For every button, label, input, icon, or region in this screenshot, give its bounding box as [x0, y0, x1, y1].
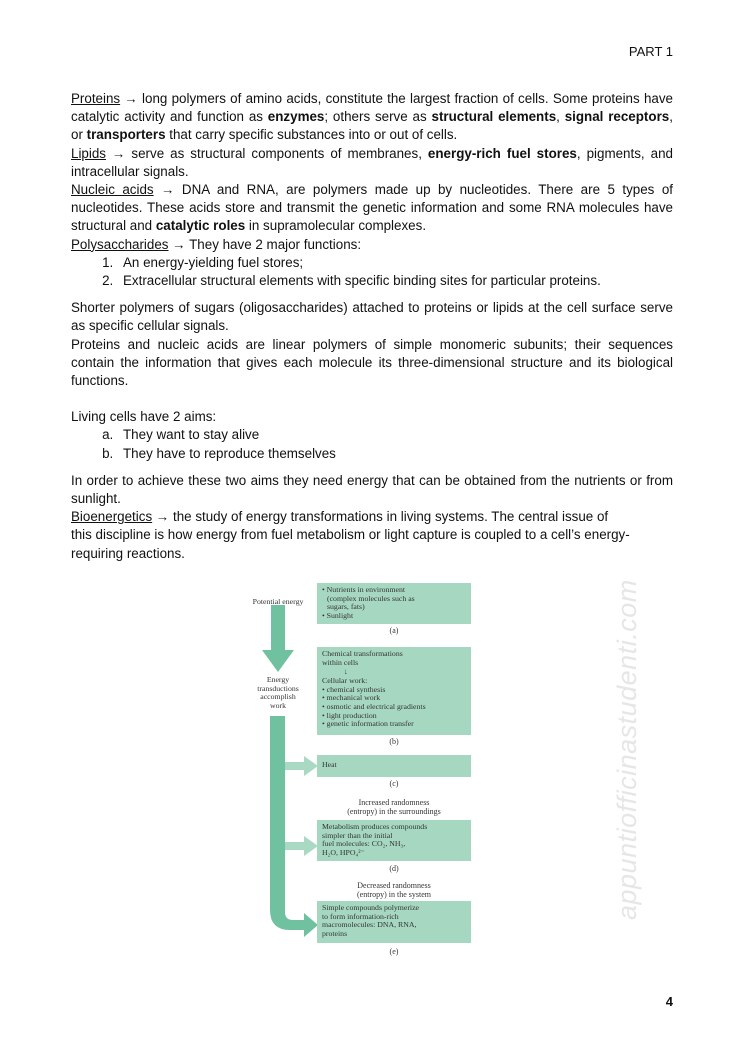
energy-flow-figure — [236, 580, 482, 960]
lipids-paragraph — [71, 145, 673, 181]
box-line: Chemical transformations — [322, 649, 403, 658]
box-line: (complex molecules such as — [327, 593, 415, 603]
potential-energy-label: Potential energy — [252, 597, 304, 606]
polysaccharides-paragraph — [71, 236, 673, 254]
text: that carry specific substances into or out of cells. — [165, 127, 458, 143]
box-line: • light production — [322, 710, 377, 720]
down-arrow-icon: ↓ — [344, 667, 348, 677]
caption-b: (b) — [389, 737, 399, 746]
label-line: accomplish — [260, 692, 296, 702]
box-a-nutrients — [317, 583, 471, 624]
bold-term: energy-rich fuel stores — [427, 145, 577, 161]
box-line: to form information-rich — [322, 911, 399, 921]
term-nucleic-acids: Nucleic acids — [71, 182, 154, 198]
bold-term: catalytic roles — [155, 218, 246, 234]
label-line: (entropy) in the system — [357, 889, 431, 899]
nucleic-acids-paragraph — [71, 181, 673, 236]
box-line: Heat — [322, 760, 337, 769]
box-c-heat — [317, 755, 471, 777]
arrow-icon: → — [155, 509, 170, 525]
arrow-to-metabolism — [285, 836, 318, 856]
down-arrow-shaft — [271, 605, 285, 653]
caption-d: (d) — [389, 864, 399, 873]
list-item: 2. Extracellular structural elements with specific binding sites for particular proteins. — [117, 272, 673, 290]
label-line: Decreased randomness — [357, 881, 431, 890]
box-line: • mechanical work — [322, 693, 381, 703]
term-lipids: Lipids — [71, 145, 106, 161]
aims-list — [71, 426, 673, 462]
text: long polymers of amino acids, constitute the largest fraction of cells. Some proteins have catalytic activity and function as — [71, 91, 673, 125]
bold-term: structural elements — [431, 109, 557, 125]
box-line: • Sunlight — [322, 610, 354, 620]
trunk-arrow-to-e — [270, 716, 318, 937]
aims-intro: Living cells have 2 aims: — [71, 409, 217, 425]
term-proteins: Proteins — [71, 91, 121, 106]
arrow-to-heat — [285, 756, 318, 776]
increased-randomness-label — [317, 799, 471, 816]
body-text — [71, 90, 673, 563]
label-line: Energy — [266, 675, 290, 684]
label-line: transductions — [257, 683, 299, 693]
watermark: appuntiofficinastudenti.com — [612, 579, 642, 920]
box-line: Metabolism produces compounds — [322, 822, 428, 831]
box-line: simpler than the initial — [322, 830, 393, 840]
text: DNA and RNA, are polymers made up by nucleotides. There are 5 types of nucleotides. These acids store and transmit the genetic information and some RNA molecules have structural and — [71, 182, 673, 234]
term-polysaccharides: Polysaccharides — [71, 236, 169, 252]
bold-term: enzymes — [267, 109, 325, 125]
decreased-randomness-label — [317, 882, 471, 899]
box-line: macromolecules: DNA, RNA, — [322, 920, 417, 930]
energy-paragraph: In order to achieve these two aims they need energy that can be obtained from the nutrients or from sunlight. — [71, 472, 673, 507]
caption-c: (c) — [389, 779, 399, 788]
bioenergetics-paragraph — [71, 508, 631, 563]
box-line: Simple compounds polymerize — [322, 903, 420, 912]
caption-e: (e) — [389, 947, 399, 956]
list-item: b. They have to reproduce themselves — [117, 445, 673, 463]
arrow-icon: → — [124, 91, 138, 106]
text: , or — [71, 109, 673, 143]
label-line: work — [269, 700, 287, 710]
arrow-icon: → — [112, 145, 126, 161]
text: They have 2 major functions: — [185, 236, 362, 252]
page-header: PART 1 — [628, 44, 673, 59]
label-line: (entropy) in the surroundings — [347, 806, 441, 816]
box-d-metabolism — [317, 820, 471, 861]
text: , pigments, and intracellular signals. — [71, 145, 673, 179]
text: in supramolecular complexes. — [245, 218, 427, 234]
text: ; others serve as — [324, 109, 432, 125]
box-b-cellular-work — [317, 647, 471, 735]
proteins-paragraph — [71, 90, 673, 145]
bold-term: transporters — [86, 127, 166, 143]
bold-term: signal receptors — [564, 109, 670, 125]
linear-polymers-paragraph: Proteins and nucleic acids are linear polymers of simple monomeric subunits; their sequences contain the information that gives each molecule its three-dimensional structure and its biological functions. — [71, 336, 673, 389]
box-line: Cellular work: — [322, 676, 368, 686]
box-line: within cells — [322, 657, 359, 667]
energy-transductions-label — [238, 676, 318, 710]
oligosaccharides-paragraph: Shorter polymers of sugars (oligosaccharides) attached to proteins or lipids at the cell surface serve as specific cellular signals. — [71, 300, 673, 334]
box-line: fuel molecules: CO₂, NH₃, — [322, 839, 406, 849]
box-line: • osmotic and electrical gradients — [322, 701, 426, 711]
down-arrow-head — [262, 650, 294, 672]
arrow-icon: → — [172, 236, 186, 252]
text: , — [556, 109, 565, 125]
caption-a: (a) — [389, 626, 399, 635]
term-bioenergetics: Bioenergetics — [71, 509, 153, 525]
box-line: • genetic information transfer — [322, 719, 414, 729]
list-item: 1. An energy-yielding fuel stores; — [117, 254, 673, 272]
page-number: 4 — [665, 994, 673, 1009]
polysaccharides-functions-list — [71, 254, 673, 290]
box-e-polymerize — [317, 901, 471, 943]
box-line: • chemical synthesis — [322, 684, 386, 694]
box-line: sugars, fats) — [327, 602, 365, 612]
box-line: H₂O, HPO₄²⁻ — [322, 847, 365, 857]
text: the study of energy transformations in living systems. The central issue of this discipline is how energy from fuel metabolism or light capture is coupled to a cell’s energy-requiring reactions. — [71, 509, 630, 561]
box-line: • Nutrients in environment — [322, 585, 406, 594]
label-line: Increased randomness — [358, 798, 430, 807]
box-line: proteins — [322, 928, 348, 938]
text: serve as structural components of membranes, — [125, 145, 428, 161]
list-item: a. They want to stay alive — [117, 426, 673, 444]
arrow-icon: → — [161, 182, 175, 198]
